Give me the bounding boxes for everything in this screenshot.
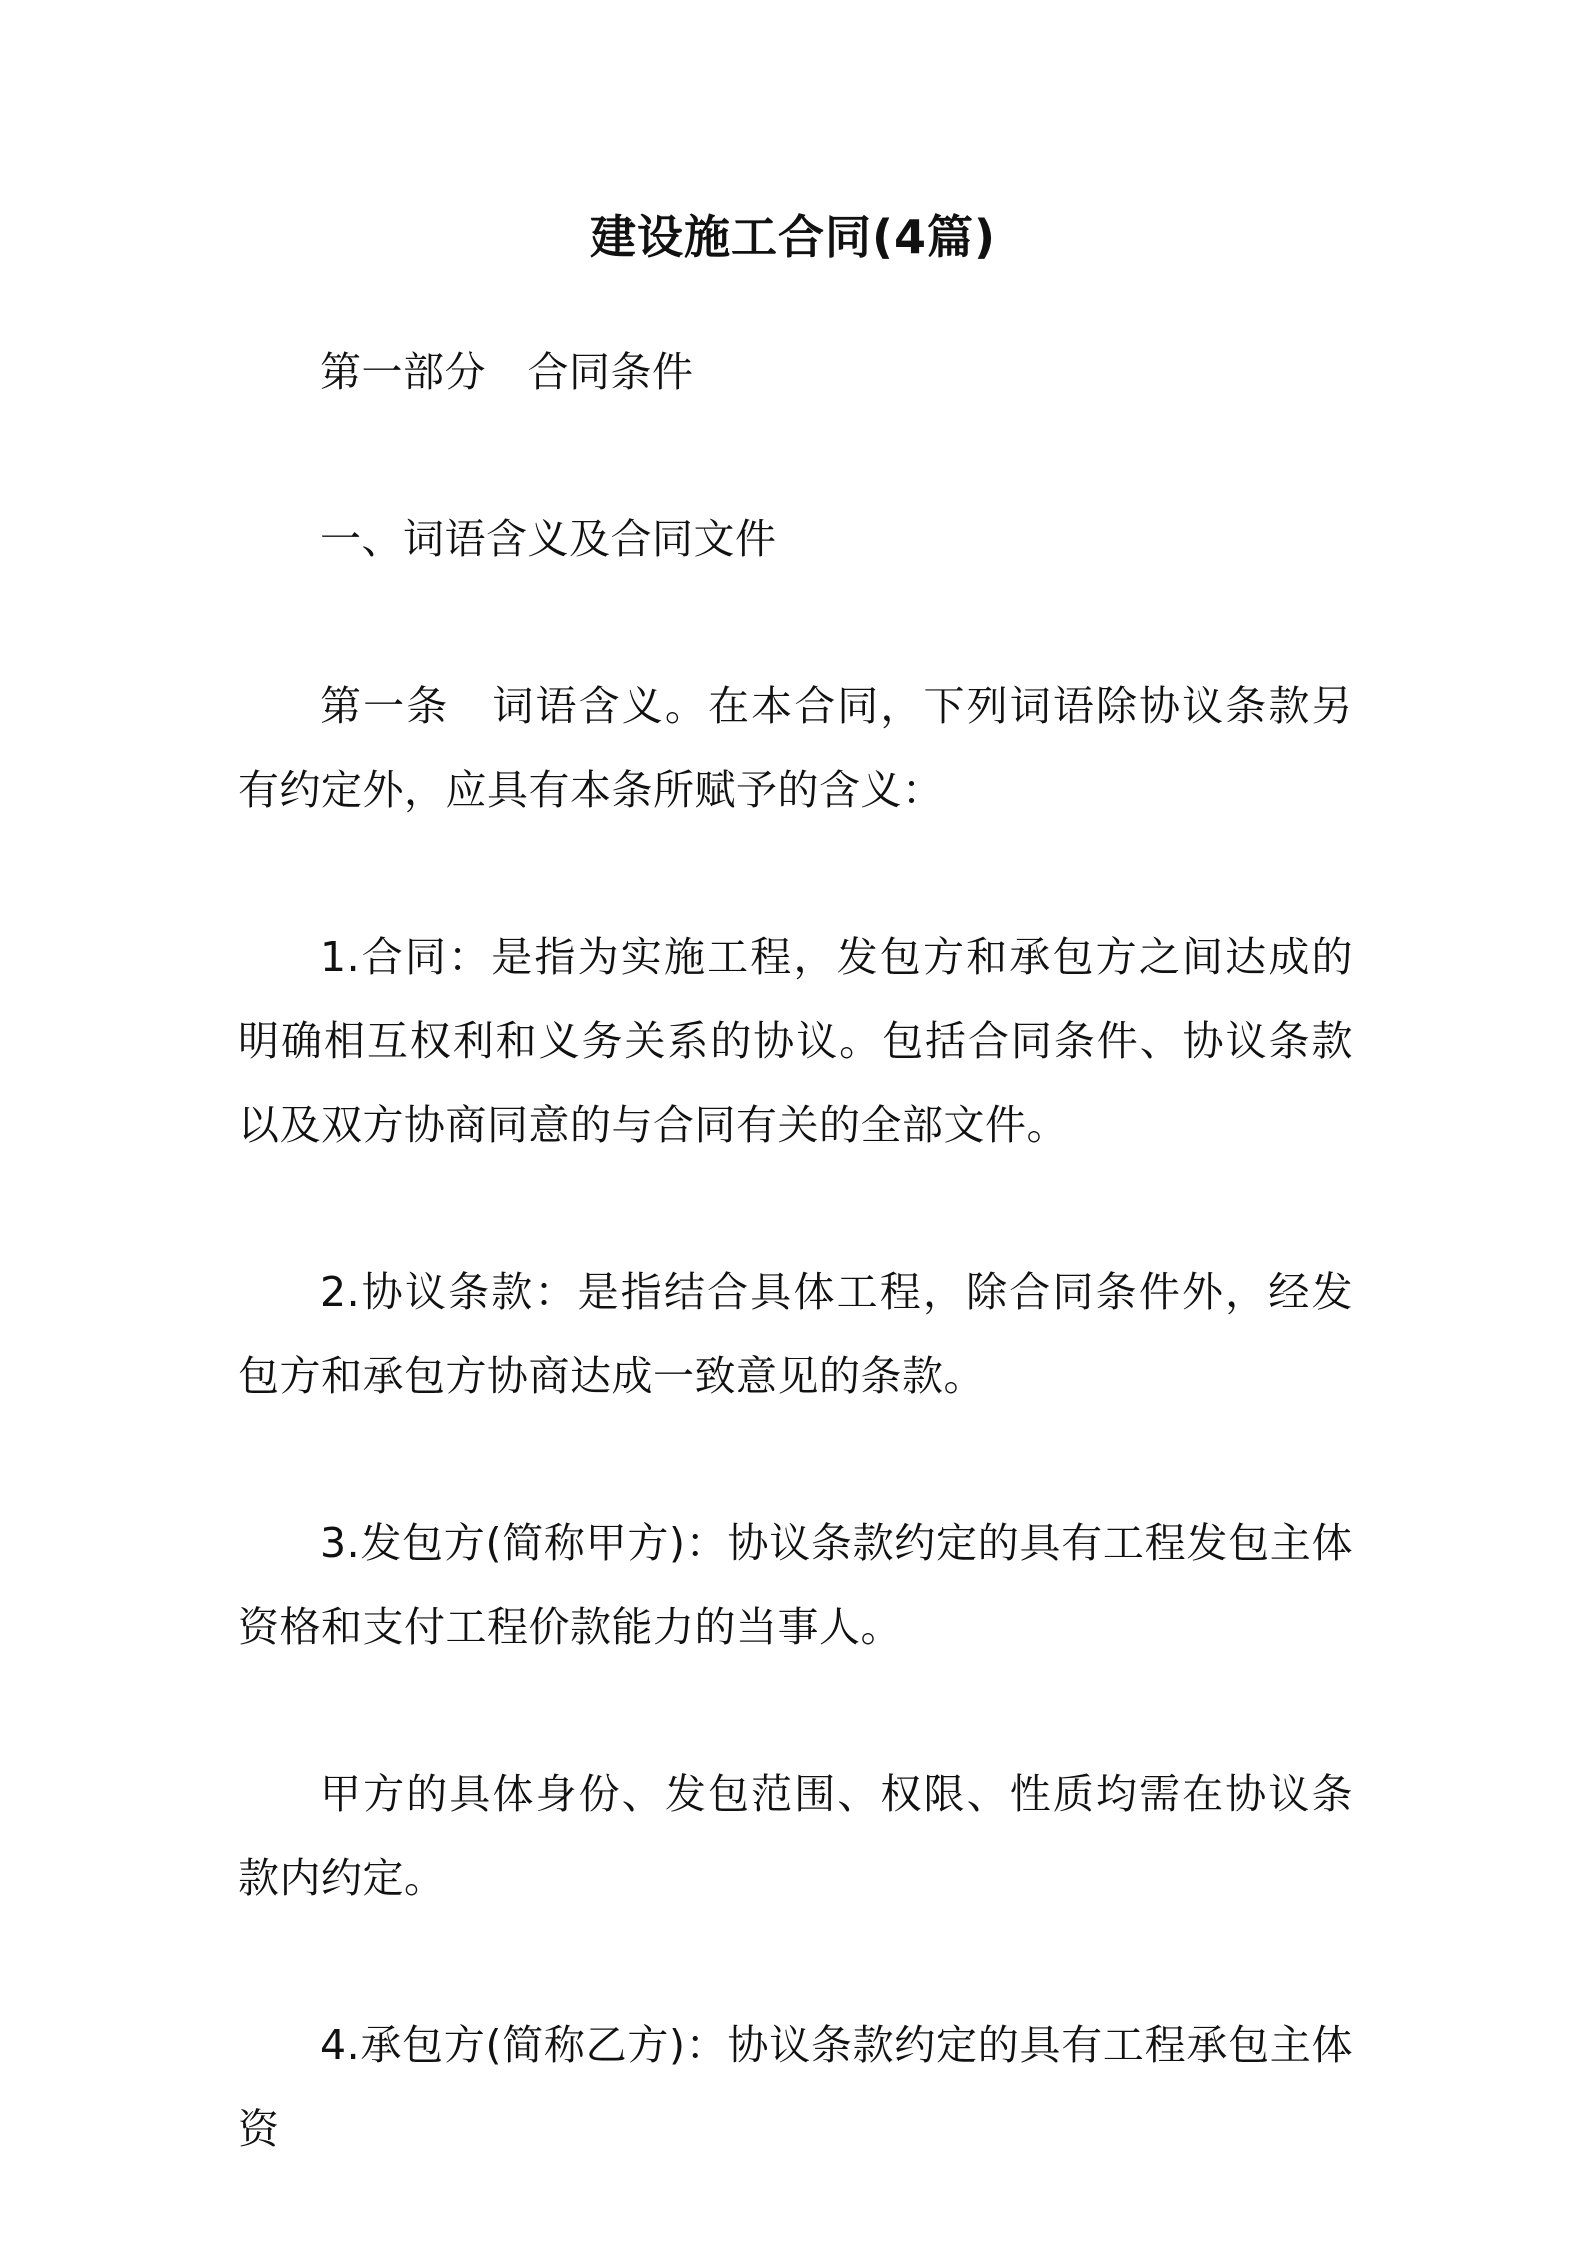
employer-detail-paragraph: 甲方的具体身份、发包范围、权限、性质均需在协议条款内约定。 [238,1770,1353,1902]
subsection-heading-terms: 一、词语含义及合同文件 [320,515,777,563]
definition-agreement-terms: 2.协议条款：是指结合具体工程，除合同条件外，经发包方和承包方协商达成一致意见的条款。 [238,1268,1353,1400]
document-body [238,330,1353,2254]
section-heading-part-one: 第一部分 合同条件 [320,348,694,396]
article-one-paragraph: 第一条 词语含义。在本合同，下列词语除协议条款另有约定外，应具有本条所赋予的含义： [238,682,1353,814]
definition-contractor: 4.承包方(简称乙方)：协议条款约定的具有工程承包主体资 [238,2021,1353,2153]
definition-contract: 1.合同：是指为实施工程，发包方和承包方之间达成的明确相互权利和义务关系的协议。包括合同条件、协议条款以及双方协商同意的与合同有关的全部文件。 [238,933,1353,1149]
definition-employer: 3.发包方(简称甲方)：协议条款约定的具有工程发包主体资格和支付工程价款能力的当事人。 [238,1519,1353,1651]
document-title: 建设施工合同(4篇) [589,210,997,264]
